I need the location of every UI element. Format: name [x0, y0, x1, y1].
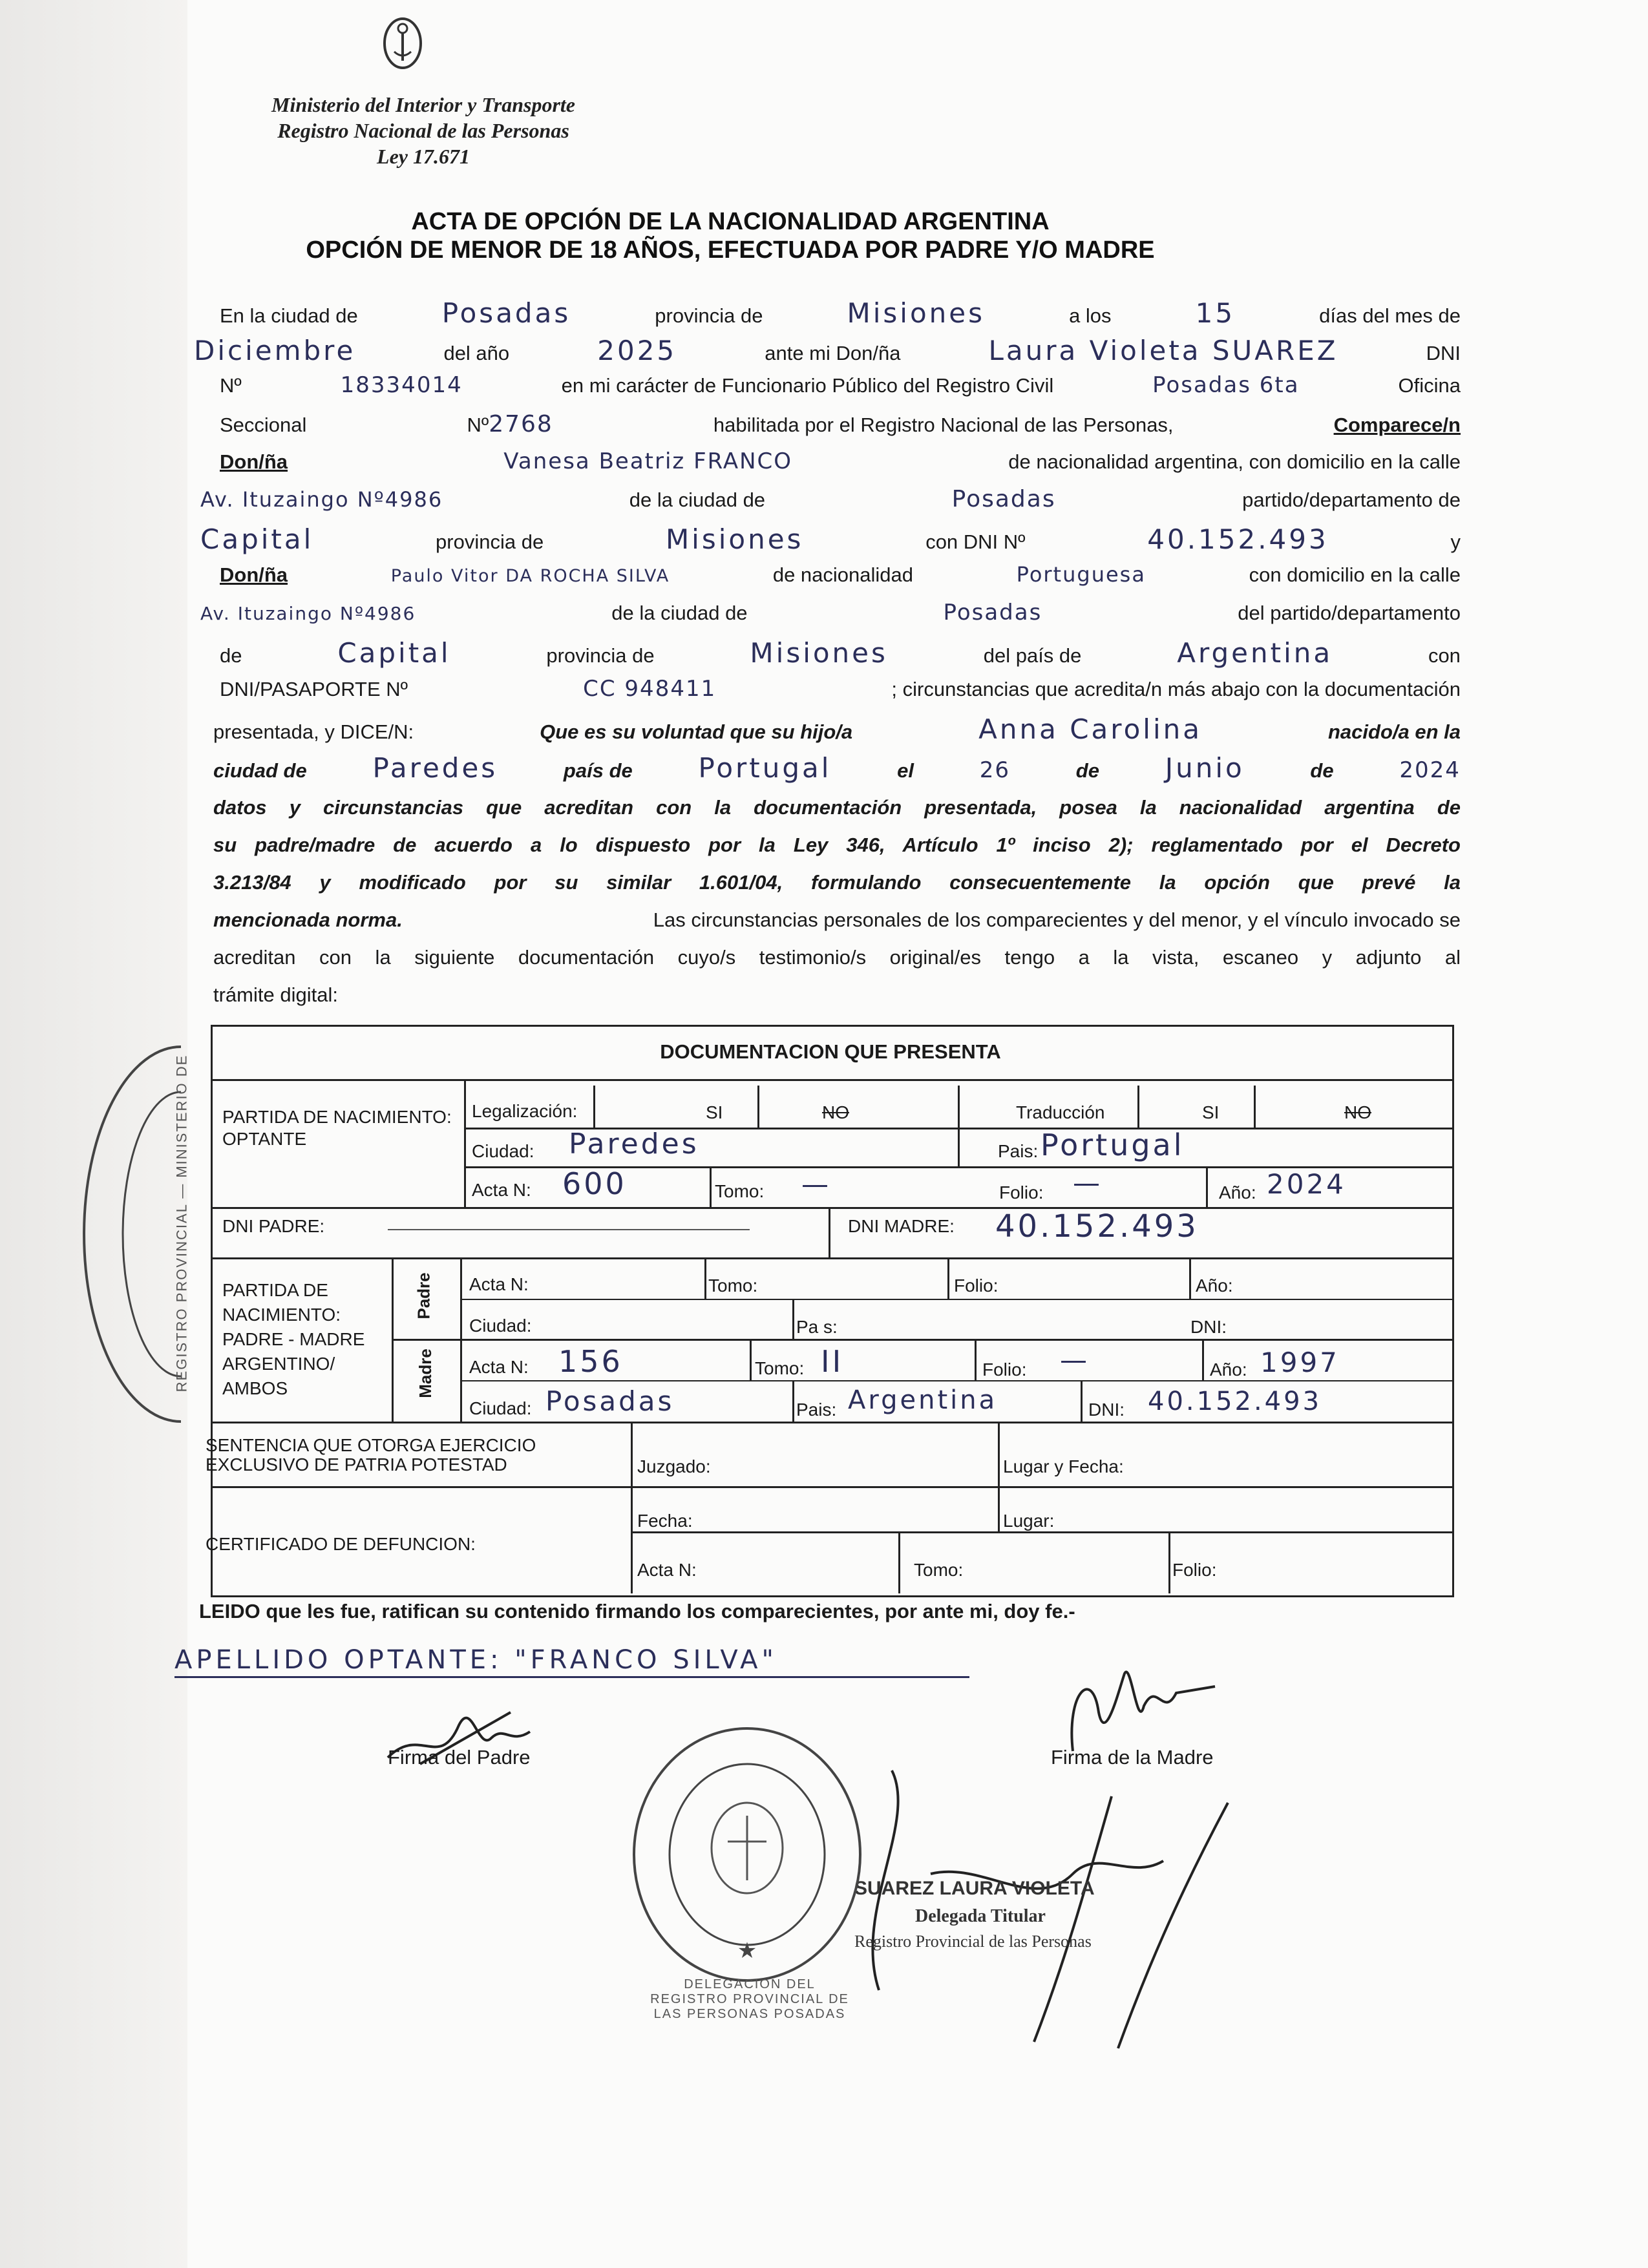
- body-line-7: Capital provincia de Misiones con DNI Nº 40.152.493 y: [200, 523, 1461, 555]
- father-country-label: Pa s:: [796, 1317, 838, 1337]
- body-line-12: presentada, y DICE/N: Que es su voluntad que su hijo/a Anna Carolina nacido/a en la: [213, 713, 1461, 745]
- city-label: Ciudad:: [472, 1141, 534, 1161]
- mother-city-label: Ciudad:: [469, 1398, 532, 1418]
- table-header: DOCUMENTACION QUE PRESENTA: [660, 1040, 1001, 1063]
- mother-name-value: Vanesa Beatriz FRANCO: [503, 448, 793, 474]
- document-title: ACTA DE OPCIÓN DE LA NACIONALIDAD ARGENTINA: [411, 208, 1050, 235]
- place-date-label: Lugar y Fecha:: [1003, 1456, 1124, 1476]
- body-line-3: Nº 18334014 en mi carácter de Funcionario Público del Registro Civil Posadas 6ta Oficina: [220, 372, 1461, 398]
- death-act-label: Acta N:: [637, 1560, 697, 1580]
- legal-paragraph-line-2: su padre/madre de acuerdo a lo dispuesto por la Ley 346, Artículo 1º inciso 2); reglamentado por el Decreto: [213, 834, 1461, 856]
- delegation-seal-text: DELEGACION DEL REGISTRO PROVINCIAL DE LAS PERSONAS POSADAS: [650, 1977, 849, 2021]
- body-line-2: Diciembre del año 2025 ante mi Don/ña Laura Violeta SUAREZ DNI: [194, 335, 1461, 366]
- body-line-4: Seccional Nº2768 habilitada por el Registro Nacional de las Personas, Comparece/n: [220, 411, 1461, 437]
- legal-paragraph-line-1: datos y circunstancias que acreditan con la documentación presentada, posea la nacionalidad argentina de: [213, 796, 1461, 819]
- optante-birth-certificate-label: PARTIDA DE NACIMIENTO: OPTANTE: [222, 1107, 452, 1149]
- official-stamp-registry: Registro Provincial de las Personas: [854, 1932, 1092, 1951]
- official-signature: [840, 1745, 1293, 2055]
- mother-folio-label: Folio:: [982, 1360, 1027, 1380]
- year-label: Año:: [1219, 1182, 1256, 1202]
- body-line-5: Don/ña Vanesa Beatriz FRANCO de nacionalidad argentina, con domicilio en la calle: [220, 448, 1461, 474]
- official-stamp-name: SUAREZ LAURA VIOLETA: [854, 1878, 1095, 1899]
- mother-dni-table-value: 40.152.493: [1148, 1387, 1322, 1416]
- child-month-value: Junio: [1165, 752, 1245, 784]
- body-line-13: ciudad de Paredes país de Portugal el 26 de Junio de 2024: [213, 752, 1461, 784]
- father-city-value: Posadas: [943, 600, 1042, 625]
- father-act-label: Acta N:: [469, 1274, 529, 1294]
- mother-signature-label: Firma de la Madre: [1051, 1746, 1214, 1769]
- body-line-8: Don/ña Paulo Vitor DA ROCHA SILVA de nacionalidad Portuguesa con domicilio en la calle: [220, 562, 1461, 587]
- father-volume-label: Tomo:: [708, 1276, 758, 1296]
- mother-folio-value: —: [1060, 1344, 1090, 1376]
- day-value: 15: [1195, 297, 1236, 329]
- mother-province-value: Misiones: [665, 523, 804, 555]
- translation-no: NO: [1344, 1102, 1371, 1122]
- father-country-value: Argentina: [1177, 637, 1333, 669]
- child-city-value: Paredes: [372, 752, 498, 784]
- translation-yes: SI: [1202, 1102, 1220, 1122]
- optante-country-value: Portugal: [1041, 1128, 1185, 1162]
- mother-city-table-value: Posadas: [545, 1385, 675, 1417]
- father-signature-label: Firma del Padre: [388, 1746, 531, 1769]
- city-value: Posadas: [441, 297, 571, 329]
- custody-ruling-label: SENTENCIA QUE OTORGA EJERCICIO EXCLUSIVO DE PATRIA POTESTAD: [206, 1435, 536, 1475]
- death-certificate-label: CERTIFICADO DE DEFUNCION:: [206, 1534, 476, 1554]
- translation-label: Traducción: [1016, 1102, 1105, 1122]
- death-volume-label: Tomo:: [914, 1560, 964, 1580]
- mother-country-value: Argentina: [848, 1385, 998, 1415]
- mother-country-label: Pais:: [796, 1400, 837, 1420]
- child-year-value: 2024: [1399, 757, 1461, 783]
- optante-year-value: 2024: [1267, 1168, 1346, 1200]
- death-folio-label: Folio:: [1172, 1560, 1217, 1580]
- delegation-seal: [624, 1719, 870, 1990]
- mother-dni-label: DNI MADRE:: [848, 1216, 955, 1236]
- legalization-yes: SI: [706, 1102, 723, 1122]
- death-date-label: Fecha:: [637, 1511, 693, 1531]
- month-value: Diciembre: [194, 335, 356, 366]
- closing-statement: LEIDO que les fue, ratifican su contenido firmando los comparecientes, por ante mi, doy fe.-: [199, 1600, 1075, 1622]
- body-line-6: Av. Ituzaingo Nº4986 de la ciudad de Posadas partido/departamento de: [200, 486, 1461, 512]
- mother-act-value: 156: [558, 1344, 623, 1379]
- mother-year-value: 1997: [1260, 1347, 1340, 1378]
- father-city-label: Ciudad:: [469, 1316, 532, 1336]
- court-label: Juzgado:: [637, 1456, 711, 1476]
- legal-paragraph-line-5: acreditan con la siguiente documentación cuyo/s testimonio/s original/es tengo a la vista, escaneo y adjunto al: [213, 946, 1461, 969]
- legalization-no: NO: [822, 1102, 849, 1122]
- optant-surname: APELLIDO OPTANTE: "FRANCO SILVA": [174, 1645, 777, 1675]
- official-dni-value: 18334014: [340, 372, 463, 398]
- office-value: Posadas 6ta: [1152, 372, 1300, 398]
- child-country-value: Portugal: [698, 752, 832, 784]
- father-dni-table-label: DNI:: [1190, 1317, 1227, 1337]
- table-mother-dni-value: 40.152.493: [995, 1208, 1199, 1244]
- father-street-value: Av. Ituzaingo Nº4986: [200, 603, 416, 624]
- father-name-value: Paulo Vitor DA ROCHA SILVA: [390, 566, 670, 586]
- province-value: Misiones: [847, 297, 985, 329]
- act-number-label: Acta N:: [472, 1180, 531, 1200]
- father-year-label: Año:: [1196, 1276, 1233, 1296]
- body-line-11: DNI/PASAPORTE Nº CC 948411 ; circunstancias que acredita/n más abajo con la documentación: [220, 676, 1461, 702]
- optante-city-value: Paredes: [569, 1128, 699, 1160]
- child-name-value: Anna Carolina: [978, 713, 1202, 745]
- body-line-9: Av. Ituzaingo Nº4986 de la ciudad de Posadas del partido/departamento: [200, 600, 1461, 625]
- folio-label: Folio:: [999, 1182, 1044, 1202]
- svg-text:★: ★: [737, 1938, 757, 1963]
- father-row-label: Padre: [414, 1272, 434, 1319]
- registry-name: Registro Nacional de las Personas: [277, 119, 569, 142]
- volume-label: Tomo:: [715, 1181, 765, 1201]
- side-seal: [78, 1034, 181, 1434]
- law-number: Ley 17.671: [377, 145, 470, 168]
- mother-year-label: Año:: [1210, 1360, 1247, 1380]
- country-label: Pais:: [998, 1141, 1039, 1161]
- father-province-value: Misiones: [750, 637, 888, 669]
- father-dept-value: Capital: [337, 637, 451, 669]
- mother-volume-label: Tomo:: [755, 1358, 805, 1378]
- father-nationality-value: Portuguesa: [1016, 562, 1146, 587]
- side-seal-text: REGISTRO PROVINCIAL — MINISTERIO DE: [173, 1054, 190, 1392]
- document-subtitle: OPCIÓN DE MENOR DE 18 AÑOS, EFECTUADA POR PADRE Y/O MADRE: [306, 236, 1155, 264]
- death-place-label: Lugar:: [1003, 1511, 1055, 1531]
- father-passport-value: CC 948411: [583, 676, 717, 702]
- legal-paragraph-line-6: trámite digital:: [213, 983, 338, 1006]
- coat-of-arms-icon: [380, 14, 425, 72]
- legal-paragraph-line-4: mencionada norma. Las circunstancias personales de los comparecientes y del menor, y el vínculo invocado se: [213, 908, 1461, 931]
- mother-city-value: Posadas: [951, 486, 1056, 512]
- official-name-value: Laura Violeta SUAREZ: [988, 335, 1338, 366]
- official-stamp-role: Delegada Titular: [915, 1906, 1046, 1926]
- seccional-number-value: 2768: [489, 411, 553, 437]
- mother-row-label: Madre: [415, 1349, 435, 1398]
- legal-paragraph-line-3: 3.213/84 y modificado por su similar 1.601/04, formulando consecuentemente la opción que prevé la: [213, 871, 1461, 894]
- mother-volume-value: II: [821, 1344, 844, 1379]
- mother-dni-value: 40.152.493: [1147, 523, 1329, 555]
- body-line-1: En la ciudad de Posadas provincia de Misiones a los 15 días del mes de: [220, 297, 1461, 329]
- optante-act-value: 600: [562, 1166, 627, 1201]
- ministry-name: Ministerio del Interior y Transporte: [271, 93, 575, 116]
- body-line-10: de Capital provincia de Misiones del país de Argentina con: [220, 637, 1461, 669]
- mother-dept-value: Capital: [200, 523, 314, 555]
- optante-folio-value: —: [1073, 1167, 1103, 1199]
- child-day-value: 26: [979, 757, 1011, 783]
- mother-dni-table-label: DNI:: [1088, 1400, 1125, 1420]
- father-dni-label: DNI PADRE:: [222, 1216, 325, 1236]
- year-value: 2025: [597, 335, 677, 366]
- optante-volume-value: —: [801, 1168, 831, 1200]
- legalization-label: Legalización:: [472, 1101, 578, 1121]
- mother-act-label: Acta N:: [469, 1357, 529, 1377]
- father-folio-label: Folio:: [954, 1276, 998, 1296]
- mother-street-value: Av. Ituzaingo Nº4986: [200, 487, 443, 512]
- parents-birth-certificate-label: PARTIDA DE NACIMIENTO: PADRE - MADRE ARGENTINO/ AMBOS: [222, 1280, 365, 1398]
